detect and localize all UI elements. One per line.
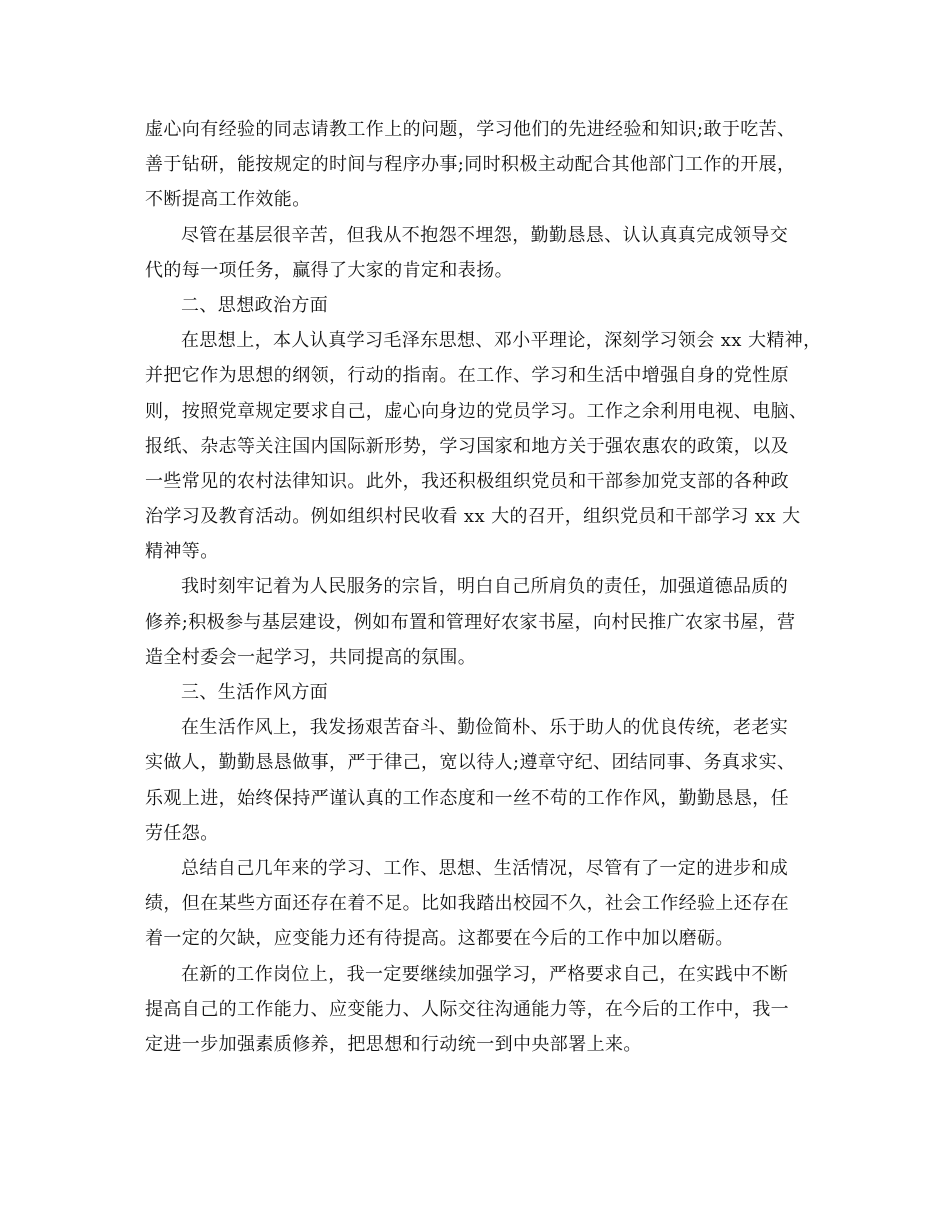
text-line: 在生活作风上，我发扬艰苦奋斗、勤俭简朴、乐于助人的优良传统，老老实 [181, 717, 789, 739]
text-line: 精神等。 [145, 541, 219, 563]
text-line: 绩，但在某些方面还存在着不足。比如我踏出校园不久，社会工作经验上还存在 [145, 893, 789, 915]
text-line: 虚心向有经验的同志请教工作上的问题，学习他们的先进经验和知识;敢于吃苦、 [145, 119, 796, 140]
text-line: 定进一步加强素质修养，把思想和行动统一到中央部署上来。 [145, 1033, 642, 1055]
text-line: 不断提高工作效能。 [145, 189, 311, 211]
text-line: 一些常见的农村法律知识。此外，我还积极组织党员和干部参加党支部的各种政 [145, 470, 789, 492]
document-body [145, 112, 822, 1062]
text-line: 劳任怨。 [145, 822, 219, 844]
text-line: 则，按照党章规定要求自己，虚心向身边的党员学习。工作之余利用电视、电脑、 [145, 400, 808, 422]
text-line: 实做人，勤勤恳恳做事，严于律己，宽以待人;遵章守纪、团结同事、务真求实、 [145, 752, 796, 774]
text-line: 着一定的欠缺，应变能力还有待提高。这都要在今后的工作中加以磨砺。 [145, 928, 734, 950]
text-line: 修养;积极参与基层建设，例如布置和管理好农家书屋，向村民推广农家书屋，营 [145, 611, 796, 633]
text-line: 报纸、杂志等关注国内国际新形势，学习国家和地方关于强农惠农的政策，以及 [145, 435, 789, 457]
text-line: 造全村委会一起学习，共同提高的氛围。 [145, 646, 477, 668]
text-line: 在思想上，本人认真学习毛泽东思想、邓小平理论，深刻学习领会 xx 大精神， [181, 330, 822, 352]
text-line: 二、思想政治方面 [181, 294, 329, 316]
text-line: 代的每一项任务，赢得了大家的肯定和表扬。 [145, 259, 513, 281]
text-line: 并把它作为思想的纲领，行动的指南。在工作、学习和生活中增强自身的党性原 [145, 365, 789, 387]
text-line: 治学习及教育活动。例如组织村民收看 xx 大的召开，组织党员和干部学习 xx 大 [145, 506, 801, 528]
text-line: 三、生活作风方面 [181, 682, 329, 703]
text-line: 乐观上进，始终保持严谨认真的工作态度和一丝不苟的工作作风，勤勤恳恳，任 [145, 787, 789, 809]
text-line: 善于钻研，能按规定的时间与程序办事;同时积极主动配合其他部门工作的开展， [145, 154, 796, 176]
text-line: 在新的工作岗位上，我一定要继续加强学习，严格要求自己，在实践中不断 [181, 963, 789, 985]
text-line: 我时刻牢记着为人民服务的宗旨，明白自己所肩负的责任，加强道德品质的 [181, 576, 789, 598]
text-line: 提高自己的工作能力、应变能力、人际交往沟通能力等，在今后的工作中，我一 [145, 998, 789, 1020]
text-line: 尽管在基层很辛苦，但我从不抱怨不埋怨，勤勤恳恳、认认真真完成领导交 [181, 224, 789, 246]
text-line: 总结自己几年来的学习、工作、思想、生活情况，尽管有了一定的进步和成 [181, 857, 789, 879]
